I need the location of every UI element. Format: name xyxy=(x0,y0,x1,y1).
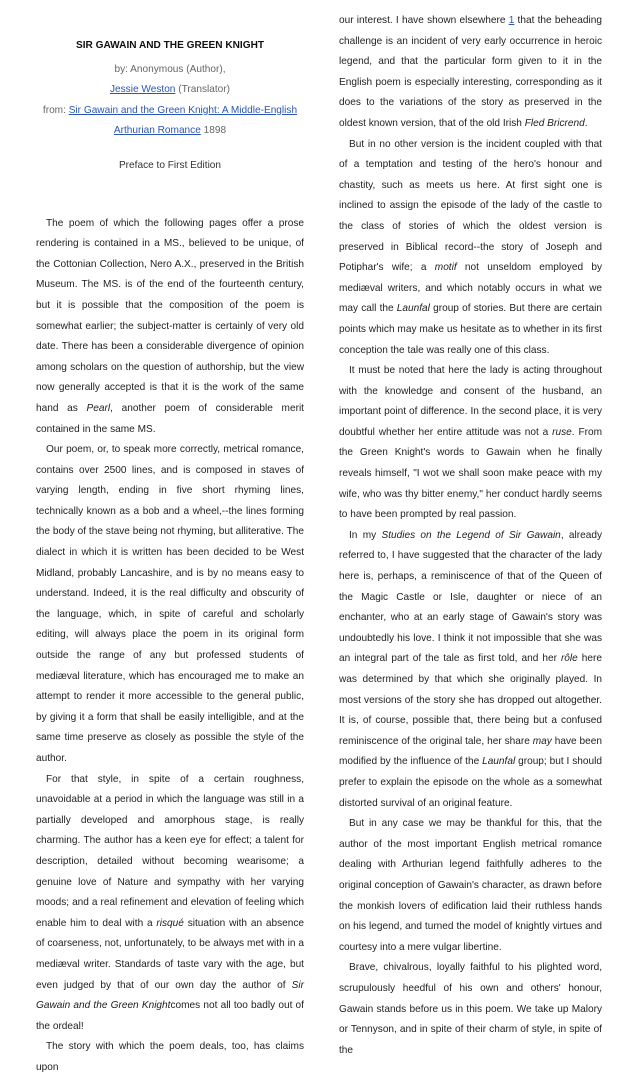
document-title: SIR GAWAIN AND THE GREEN KNIGHT xyxy=(75,40,265,51)
paragraph: But in no other version is the incident coupled with that of a temptation and testing of the hero's honour and chastity, such as meets us here. At first sight one is inclined to assign the episode of the lady of the castle to the class of stories of which the oldest version is preserved in Biblical record--the story of Joseph and Potiphar's wife; a motif not unseldom employed by mediæval writers, and which notably occurs in what we may call the Launfal group of stories. But there are certain points which may make us hesitate as to whether in its first conception the tale was really one of this class. xyxy=(339,138,602,356)
publication-year: 1898 xyxy=(200,125,227,137)
section-heading: Preface to First Edition xyxy=(118,159,222,171)
paragraph: Our poem, or, to speak more correctly, metrical romance, contains over 2500 lines, and is composed in staves of varying length, ending in five short rhyming lines, technically known as a bob and a wheel,--the lines forming the body of the stave being not rhyming, but alliterative. The dialect in which it is written has been decided to be West Midland, probably Lancashire, and is by no means easy to understand. Indeed, it is the real difficulty and obscurity of the language, which, in spite of careful and scholarly editing, will always place the poem in its original form outside the range of any but professed students of mediæval literature, which has encouraged me to make an attempt to render it more accessible to the general public, by giving it a form that shall be easily intelligible, and at the same time preserve as closely as possible the style of the author. xyxy=(36,444,304,764)
paragraph: For that style, in spite of a certain roughness, unavoidable at a period in which the language was still in a partially developed and amorphous stage, is really charming. The author has a keen eye for effect; a talent for description, detailed without becoming wearisome; a genuine love of Nature and sympathy with her varying moods; and a real refinement and elevation of feeling which enable him to deal with a risqué situation with an absence of coarseness, not, unfortunately, to be always met with in a mediæval writer. Standards of taste vary with the age, but even judged by that of our own day the author of Sir Gawain and the Green Knightcomes not all too badly out of the ordeal! xyxy=(36,773,305,1032)
footnote-ref-link[interactable]: 1 xyxy=(508,15,515,26)
paragraph: our interest. I have shown elsewhere 1 that the beheading challenge is an incident of very early occurrence in heroic legend, and that the particular form given to it in the English poem is especially interesting, corresponding as it does to the variations of the story as preserved in the oldest known version, that of the old Irish Fled Bricrend. xyxy=(339,15,602,129)
from-label: from: xyxy=(42,104,69,116)
paragraph: But in any case we may be thankful for this, that the author of the most important English metrical romance dealing with Arthurian legend faithfully adheres to the original conception of Gawain's character, as drawn before the monkish lovers of edification laid their ruthless hands on his legend, and turned the model of knightly virtues and courtesy into a mere vulgar libertine. xyxy=(339,818,602,953)
paragraph: The poem of which the following pages offer a prose rendering is contained in a MS., believed to be unique, of the Cottonian Collection, Nero A.X., preserved in the British Museum. The MS. is of the end of the fourteenth century, but it is possible that the composition of the poem is somewhat earlier; the subject-matter is certainly of very old date. There has been a considerable divergence of opinion among scholars on the question of authorship, but the view now generally accepted is that it is the work of the same hand as Pearl, another poem of considerable merit contained in the same MS. xyxy=(36,217,304,435)
paragraph: It must be noted that here the lady is acting throughout with the knowledge and consent of the husband, an important point of difference. In the second place, it is very doubtful whether her entire attitude was not a ruse. From the Green Knight's words to Gawain when he finally reveals himself, "I wot we shall soon make peace with my wife, who was thy bitter enemy," her conduct hardly seems to have been prompted by real passion. xyxy=(339,365,602,521)
source-link[interactable]: Sir Gawain and the Green Knight: A Middle-English Arthurian Romance xyxy=(68,104,298,137)
translator-role: (Translator) xyxy=(175,84,231,96)
left-column xyxy=(36,36,304,1079)
source-line xyxy=(36,101,304,142)
paragraph: In my Studies on the Legend of Sir Gawain, already referred to, I have suggested that the character of the lady here is, perhaps, a reminiscence of that of the Queen of the Magic Castle or Isle, daughter or niece of an enchanter, who at an early stage of Gawain's story was undoubtedly his love. I think it not impossible that she was an integral part of the tale as first told, and her rôle here was determined by that which she originally played. In most versions of the story she has dropped out altogether. It is, of course, possible that, there being but a confused reminiscence of the original tale, her share may have been modified by the influence of the Launfal group; but I should prefer to explain the episode on the whole as a somewhat distorted survival of an original feature. xyxy=(339,529,603,809)
paragraph: Brave, chivalrous, loyally faithful to his plighted word, scrupulously heedful of his own and others' honour, Gawain stands before us in this poem. We take up Malory or Tennyson, and in spite of their charm of style, in spite of the xyxy=(339,962,602,1056)
spacer xyxy=(36,177,304,214)
author-line: by: Anonymous (Author), xyxy=(114,63,226,75)
translator-link[interactable]: Jessie Weston xyxy=(109,84,176,96)
translator-line xyxy=(36,80,304,101)
right-column xyxy=(339,11,602,1061)
paragraph: The story with which the poem deals, too, has claims upon xyxy=(36,1041,304,1073)
